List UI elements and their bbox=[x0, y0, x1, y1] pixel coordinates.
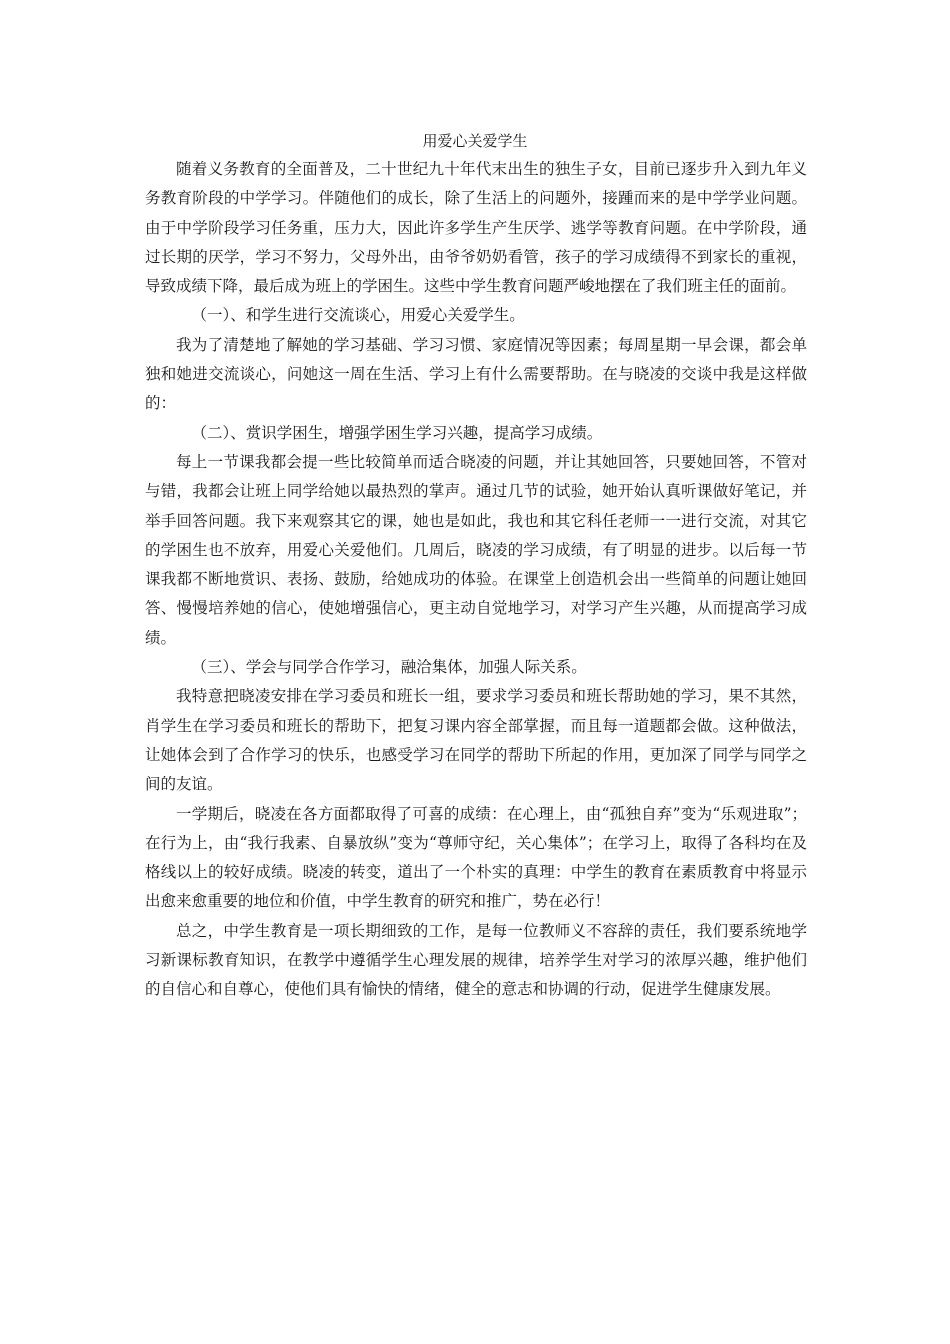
document-body bbox=[145, 155, 807, 1005]
section-heading-2: （二）、赏识学困生，增强学困生学习兴趣，提高学习成绩。 bbox=[191, 423, 603, 442]
paragraph-outcome: 一学期后，晓凌在各方面都取得了可喜的成绩：在心理上，由“孤独自弃”变为“乐观进取”；在行为上，由“我行我素、自暴放纵”变为“尊师守纪，关心集体”；在学习上，取得了各科均在及格线以上的较好成绩。晓凌的转变，道出了一个朴实的真理：中学生的教育在素质教育中将显示出愈来愈重要的地位和价值，中学生教育的研究和推广，势在必行！ bbox=[145, 804, 807, 911]
paragraph-conclusion: 总之，中学生教育是一项长期细致的工作，是每一位教师义不容辞的责任，我们要系统地学习新课标教育知识，在教学中遵循学生心理发展的规律，培养学生对学习的浓厚兴趣，维护他们的自信心和自尊心，使他们具有愉快的情绪，健全的意志和协调的行动，促进学生健康发展。 bbox=[145, 921, 807, 999]
paragraph-intro: 随着义务教育的全面普及，二十世纪九十年代末出生的独生子女，目前已逐步升入到九年义务教育阶段的中学学习。伴随他们的成长，除了生活上的问题外，接踵而来的是中学学业问题。由于中学阶段学习任务重，压力大，因此许多学生产生厌学、逃学等教育问题。在中学阶段，通过长期的厌学，学习不努力，父母外出，由爷爷奶奶看管，孩子的学习成绩得不到家长的重视，导致成绩下降，最后成为班上的学困生。这些中学生教育问题严峻地摆在了我们班主任的面前。 bbox=[145, 160, 807, 296]
paragraph-section-1: 我为了清楚地了解她的学习基础、学习习惯、家庭情况等因素；每周星期一早会课，都会单独和她进交流谈心，问她这一周在生活、学习上有什么需要帮助。在与晓凌的交谈中我是这样做的： bbox=[145, 335, 807, 413]
document-title: 用爱心关爱学生 bbox=[422, 132, 528, 150]
paragraph-section-2: 每上一节课我都会提一些比较简单而适合晓凌的问题，并让其她回答，只要她回答，不管对与错，我都会让班上同学给她以最热烈的掌声。通过几节的试验，她开始认真听课做好笔记，并举手回答问题。我下来观察其它的课，她也是如此，我也和其它科任老师一一进行交流，对其它的学困生也不放弃，用爱心关爱他们。几周后，晓凌的学习成绩，有了明显的进步。以后每一节课我都不断地赏识、表扬、鼓励，给她成功的体验。在课堂上创造机会出一些简单的问题让她回答、慢慢培养她的信心，使她增强信心，更主动自觉地学习，对学习产生兴趣，从而提高学习成绩。 bbox=[145, 452, 807, 647]
section-heading-3: （三）、学会与同学合作学习，融洽集体，加强人际关系。 bbox=[191, 658, 587, 677]
paragraph-section-3: 我特意把晓凌安排在学习委员和班长一组，要求学习委员和班长帮助她的学习，果不其然，肖学生在学习委员和班长的帮助下，把复习课内容全部掌握，而且每一道题都会做。这种做法，让她体会到了合作学习的快乐，也感受学习在同学的帮助下所起的作用，更加深了同学与同学之间的友谊。 bbox=[145, 687, 807, 794]
section-heading-1: （一）、和学生进行交流谈心，用爱心关爱学生。 bbox=[191, 306, 525, 325]
